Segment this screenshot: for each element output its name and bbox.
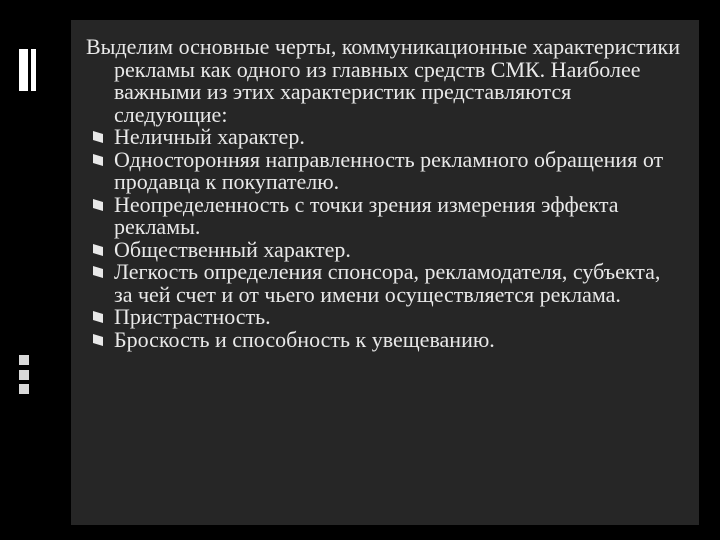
square-bullet-icon xyxy=(93,244,103,256)
characteristics-list xyxy=(86,126,682,351)
square-bullet-icon xyxy=(93,154,103,166)
list-item-text: Односторонняя направленность рекламного обращения от продавца к покупателю. xyxy=(114,146,664,194)
list-item-text: Легкость определения спонсора, рекламодателя, субъекта, за чей счет и от чьего имени осуществляется реклама. xyxy=(114,259,661,307)
square-bullet-icon xyxy=(93,131,103,143)
list-item xyxy=(86,191,682,239)
decor-bar-right xyxy=(31,49,36,91)
list-item-text: Общественный характер. xyxy=(114,236,351,262)
square-bullet-icon xyxy=(93,266,103,278)
list-item xyxy=(86,146,682,194)
list-item-text: Неличный характер. xyxy=(114,124,305,149)
list-item xyxy=(86,306,682,329)
square-bullet-icon xyxy=(93,334,103,346)
decor-square xyxy=(19,355,29,365)
square-bullet-icon xyxy=(93,311,103,323)
list-item xyxy=(86,126,682,149)
decor-bar-left xyxy=(19,49,28,91)
intro-paragraph: Выделим основные черты, коммуникационные характеристики рекламы как одного из главных средств СМК. Наиболее важными из этих характеристик представляются следующие: xyxy=(86,34,681,127)
decor-square xyxy=(19,370,29,380)
list-item-text: Пристрастность. xyxy=(114,304,271,329)
list-item-text: Неопределенность с точки зрения измерения эффекта рекламы. xyxy=(114,191,619,239)
list-item xyxy=(86,326,682,352)
list-item-text: Броскость и способность к увещеванию. xyxy=(114,326,495,352)
list-item xyxy=(86,236,682,262)
slide-body xyxy=(86,36,682,351)
list-item xyxy=(86,261,682,306)
square-bullet-icon xyxy=(93,199,103,211)
decor-square xyxy=(19,384,29,394)
